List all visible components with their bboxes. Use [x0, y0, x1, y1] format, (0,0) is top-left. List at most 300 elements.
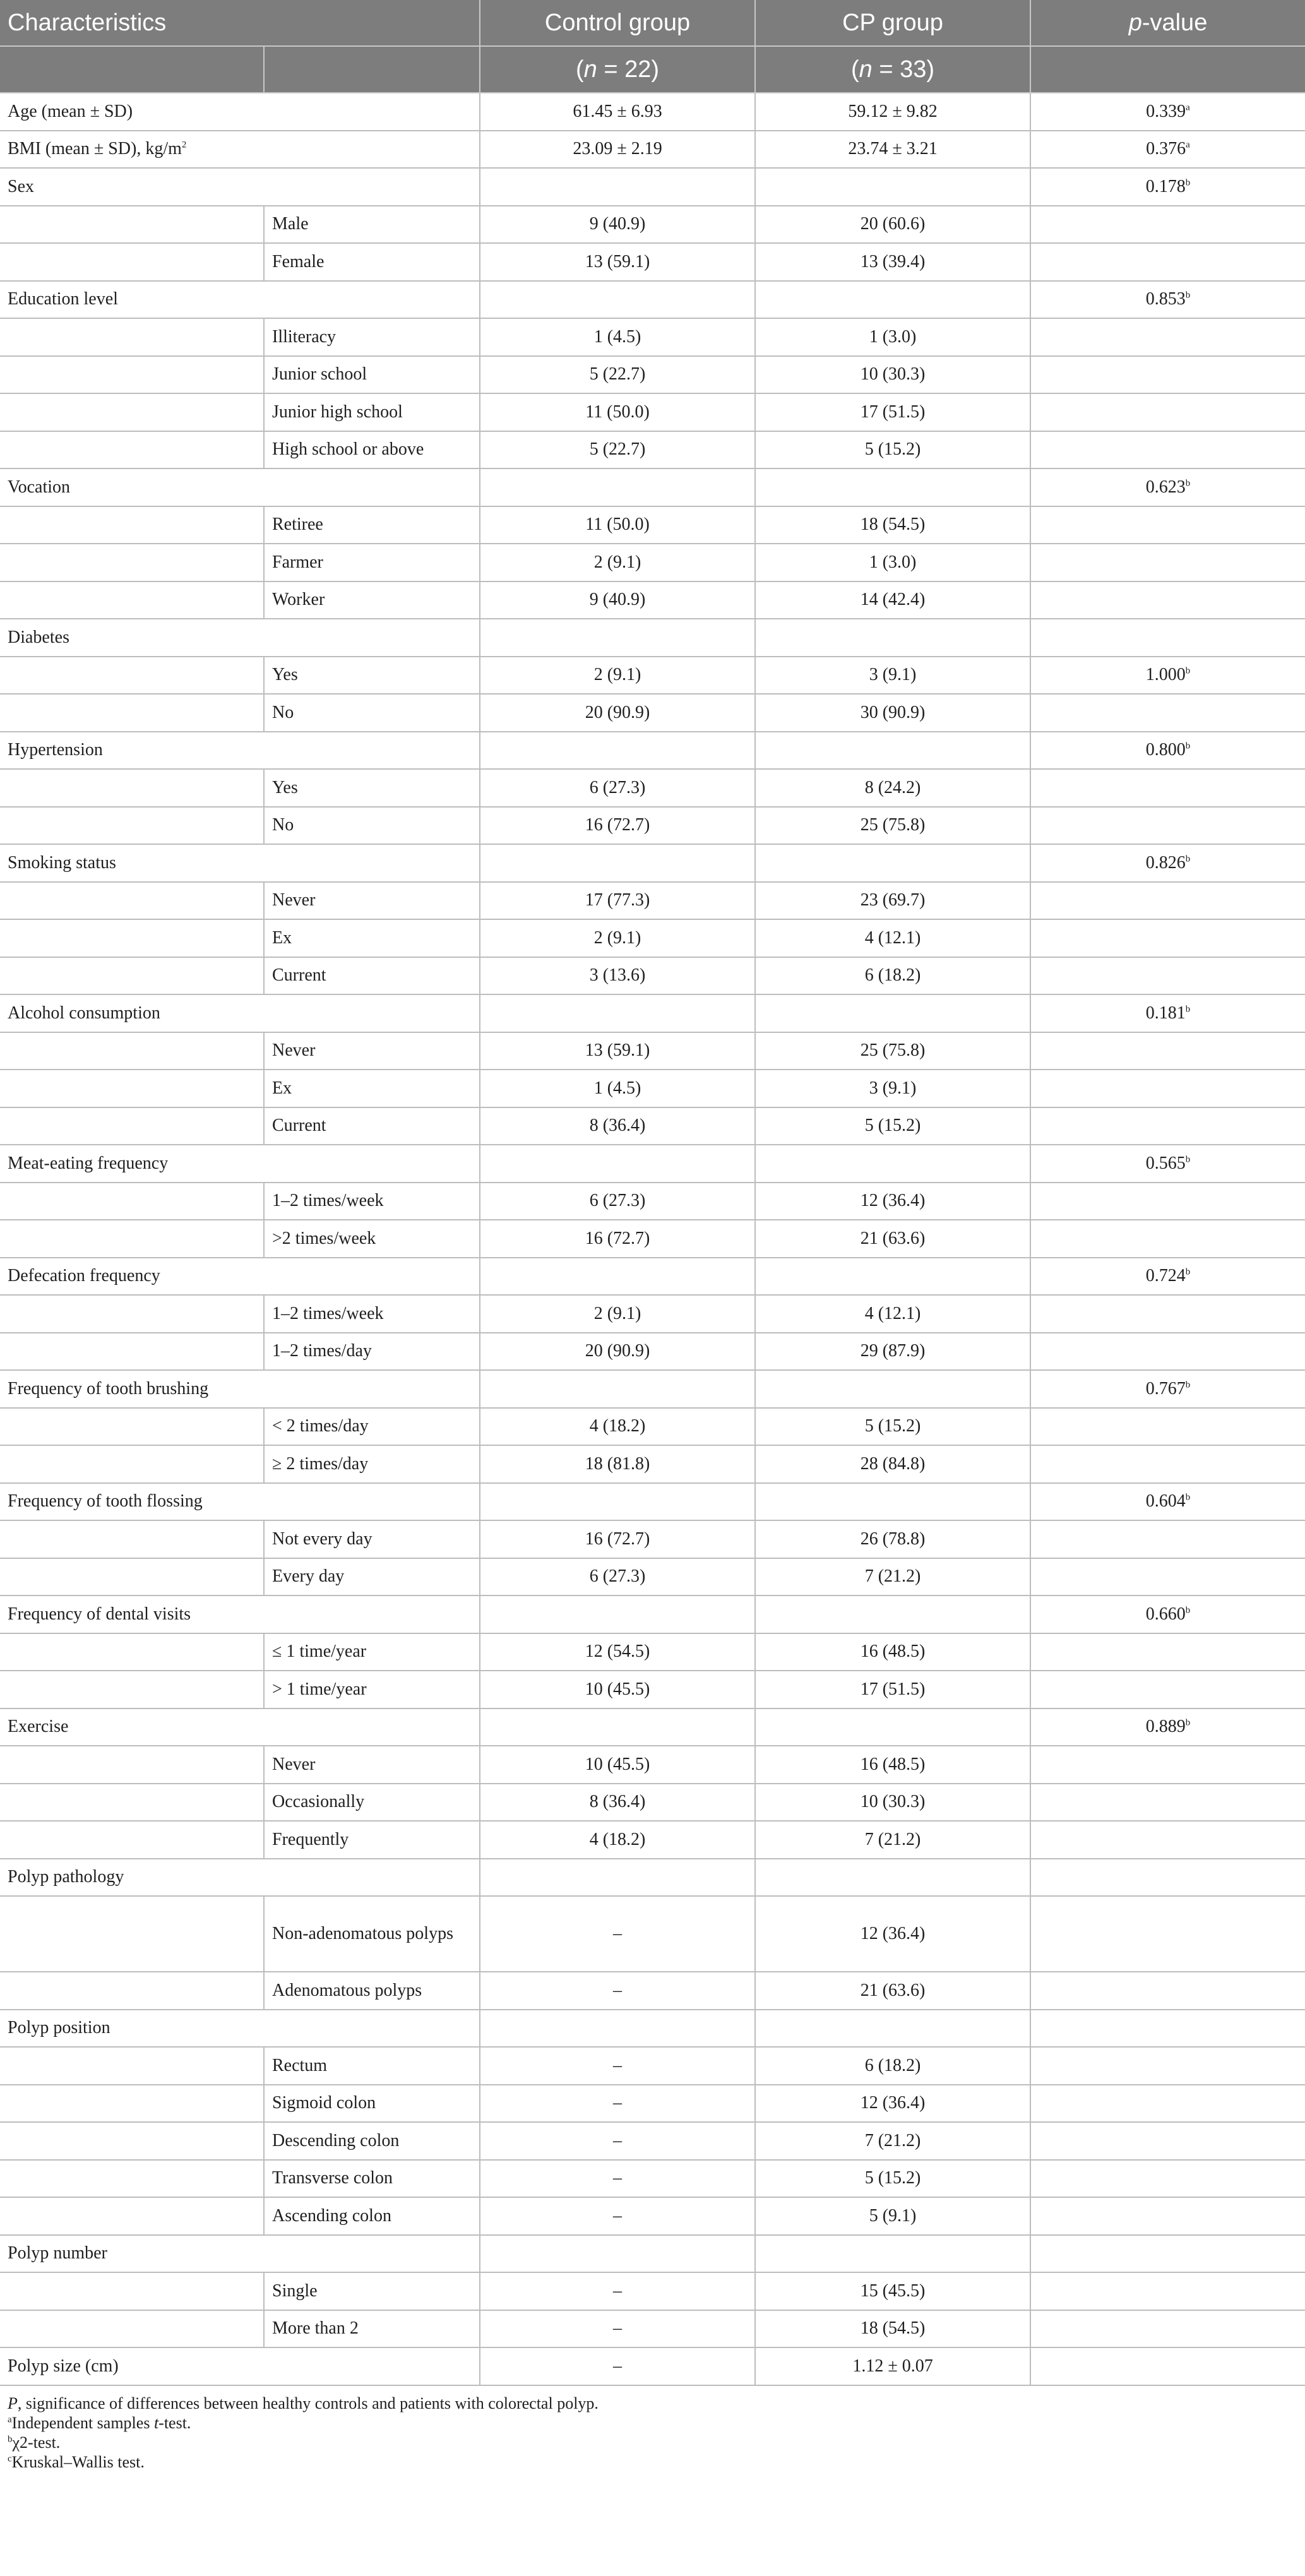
subcategory-label: Sigmoid colon	[264, 2085, 480, 2123]
control-value: –	[480, 1972, 755, 2010]
control-value	[480, 1483, 755, 1521]
subcategory-label: High school or above	[264, 431, 480, 469]
subcategory-label: Adenomatous polyps	[264, 1972, 480, 2010]
p-value-marker: b	[1185, 1492, 1191, 1503]
cp-value	[755, 1258, 1030, 1296]
blank-cell	[0, 1107, 264, 1145]
subcategory-label: 1–2 times/week	[264, 1295, 480, 1333]
control-value: 6 (27.3)	[480, 769, 755, 807]
characteristic-label	[0, 2010, 480, 2048]
cp-value: 5 (15.2)	[755, 1107, 1030, 1145]
p-value	[1030, 1183, 1305, 1220]
control-value	[480, 994, 755, 1032]
n-cp-value: = 33)	[872, 56, 935, 83]
table-row	[0, 243, 1305, 281]
control-value: 10 (45.5)	[480, 1671, 755, 1708]
p-value-text: 0.376	[1146, 139, 1186, 159]
subcategory-label: Illiteracy	[264, 318, 480, 356]
footnote-p	[8, 2394, 599, 2413]
blank-cell	[0, 1070, 264, 1107]
characteristic-text: Smoking status	[8, 852, 116, 873]
footnote-a-italic: t	[153, 2414, 159, 2432]
table-row	[0, 2160, 1305, 2198]
p-value-marker: b	[1185, 854, 1191, 864]
header-blank-1	[0, 46, 264, 93]
header-cp-group: CP group	[755, 0, 1030, 46]
control-value: 2 (9.1)	[480, 657, 755, 695]
subcategory-label: Male	[264, 206, 480, 244]
table-row	[0, 1183, 1305, 1220]
characteristic-label	[0, 93, 480, 131]
blank-cell	[0, 1220, 264, 1258]
characteristic-label	[0, 468, 480, 506]
subcategory-label: Not every day	[264, 1520, 480, 1558]
p-value-text: 0.339	[1146, 101, 1186, 121]
table-row	[0, 1633, 1305, 1671]
subcategory-label: Frequently	[264, 1821, 480, 1859]
p-value	[1030, 2010, 1305, 2048]
control-value	[480, 2235, 755, 2273]
characteristic-label	[0, 1370, 480, 1408]
p-value-text: 0.767	[1145, 1378, 1186, 1398]
control-value: 9 (40.9)	[480, 206, 755, 244]
characteristic-text: Polyp pathology	[8, 1867, 124, 1887]
table-row	[0, 2235, 1305, 2273]
characteristic-text: Defecation frequency	[8, 1266, 160, 1286]
cp-value: 20 (60.6)	[755, 206, 1030, 244]
control-value: 23.09 ± 2.19	[480, 131, 755, 169]
subcategory-label: Ex	[264, 919, 480, 957]
table-row	[0, 1520, 1305, 1558]
p-value	[1030, 243, 1305, 281]
p-value-marker: a	[1186, 102, 1190, 113]
blank-cell	[0, 1972, 264, 2010]
cp-value	[755, 1483, 1030, 1521]
footnote-a-text: Independent samples	[11, 2414, 154, 2432]
control-value	[480, 2010, 755, 2048]
control-value: 18 (81.8)	[480, 1445, 755, 1483]
cp-value: 23.74 ± 3.21	[755, 131, 1030, 169]
p-value	[1030, 318, 1305, 356]
blank-cell	[0, 1784, 264, 1822]
cp-value	[755, 168, 1030, 206]
control-value	[480, 732, 755, 770]
control-value: 16 (72.7)	[480, 1520, 755, 1558]
blank-cell	[0, 1821, 264, 1859]
control-value: 6 (27.3)	[480, 1183, 755, 1220]
p-value-marker: b	[1185, 1004, 1191, 1015]
table-row	[0, 1896, 1305, 1972]
footnote-p-italic: P	[8, 2394, 18, 2412]
subcategory-label: Retiree	[264, 506, 480, 544]
header-p-value	[1030, 0, 1305, 46]
p-value	[1030, 2272, 1305, 2310]
blank-cell	[0, 506, 264, 544]
blank-cell	[0, 544, 264, 581]
p-value-marker: b	[1185, 478, 1191, 489]
characteristic-label	[0, 2347, 480, 2385]
control-value: 17 (77.3)	[480, 882, 755, 920]
cp-value: 7 (21.2)	[755, 1821, 1030, 1859]
p-value-marker: b	[1185, 290, 1191, 301]
table-row	[0, 168, 1305, 206]
control-value	[480, 844, 755, 882]
characteristic-text: Polyp size (cm)	[8, 2356, 119, 2376]
blank-cell	[0, 957, 264, 995]
table-row	[0, 619, 1305, 657]
cp-value: 1.12 ± 0.07	[755, 2347, 1030, 2385]
paren: (	[576, 56, 584, 83]
p-value	[1030, 1558, 1305, 1596]
p-value	[1030, 93, 1305, 131]
cp-value: 3 (9.1)	[755, 657, 1030, 695]
cp-value: 4 (12.1)	[755, 1295, 1030, 1333]
control-value	[480, 1258, 755, 1296]
cp-value	[755, 2235, 1030, 2273]
cp-value	[755, 2010, 1030, 2048]
p-value	[1030, 206, 1305, 244]
p-value-text: 0.565	[1145, 1153, 1186, 1173]
characteristic-text: Polyp number	[8, 2243, 107, 2263]
p-value-marker: b	[1185, 665, 1191, 676]
subcategory-label: 1–2 times/week	[264, 1183, 480, 1220]
blank-cell	[0, 2197, 264, 2235]
blank-cell	[0, 657, 264, 695]
p-value	[1030, 1520, 1305, 1558]
cp-value: 18 (54.5)	[755, 506, 1030, 544]
control-value: 2 (9.1)	[480, 919, 755, 957]
header-control-group: Control group	[480, 0, 755, 46]
control-value: 16 (72.7)	[480, 807, 755, 845]
p-value	[1030, 1595, 1305, 1633]
cp-value: 7 (21.2)	[755, 1558, 1030, 1596]
subcategory-label: Occasionally	[264, 1784, 480, 1822]
blank-cell	[0, 919, 264, 957]
control-value	[480, 619, 755, 657]
p-value-text: 0.178	[1145, 176, 1186, 196]
cp-value: 5 (9.1)	[755, 2197, 1030, 2235]
table-row	[0, 1145, 1305, 1183]
cp-value: 8 (24.2)	[755, 769, 1030, 807]
table-row	[0, 694, 1305, 732]
cp-value: 25 (75.8)	[755, 1032, 1030, 1070]
cp-value	[755, 732, 1030, 770]
cp-value: 17 (51.5)	[755, 393, 1030, 431]
table-row	[0, 1370, 1305, 1408]
subcategory-label: Rectum	[264, 2047, 480, 2085]
p-value	[1030, 919, 1305, 957]
control-value: –	[480, 2197, 755, 2235]
footnote-a-marker: a	[8, 2414, 12, 2425]
control-value: 61.45 ± 6.93	[480, 93, 755, 131]
control-value: –	[480, 2272, 755, 2310]
table-row	[0, 2085, 1305, 2123]
blank-cell	[0, 2122, 264, 2160]
control-value: 13 (59.1)	[480, 1032, 755, 1070]
table-row	[0, 2272, 1305, 2310]
characteristic-text: BMI (mean ± SD), kg/m	[8, 139, 182, 159]
blank-cell	[0, 1520, 264, 1558]
p-value	[1030, 2085, 1305, 2123]
subcategory-label: Ex	[264, 1070, 480, 1107]
table-row	[0, 1746, 1305, 1784]
table-row	[0, 356, 1305, 394]
cp-value	[755, 619, 1030, 657]
table-row	[0, 1671, 1305, 1708]
cp-value: 29 (87.9)	[755, 1333, 1030, 1371]
p-value	[1030, 131, 1305, 169]
cp-value: 16 (48.5)	[755, 1746, 1030, 1784]
cp-value	[755, 844, 1030, 882]
p-value	[1030, 1070, 1305, 1107]
blank-cell	[0, 2085, 264, 2123]
control-value: –	[480, 2347, 755, 2385]
subcategory-label: >2 times/week	[264, 1220, 480, 1258]
p-value	[1030, 1821, 1305, 1859]
subcategory-label: Current	[264, 957, 480, 995]
cp-value: 5 (15.2)	[755, 2160, 1030, 2198]
control-value: 4 (18.2)	[480, 1821, 755, 1859]
p-value-text: 0.800	[1145, 740, 1186, 760]
p-value	[1030, 807, 1305, 845]
table-row	[0, 1821, 1305, 1859]
p-value-marker: a	[1186, 140, 1190, 150]
table-row	[0, 2122, 1305, 2160]
cp-value: 6 (18.2)	[755, 957, 1030, 995]
control-value: 2 (9.1)	[480, 1295, 755, 1333]
table-row	[0, 1972, 1305, 2010]
p-value-text: 0.660	[1145, 1604, 1186, 1624]
subcategory-label: Yes	[264, 769, 480, 807]
p-value	[1030, 1708, 1305, 1746]
table-row	[0, 581, 1305, 619]
cp-value: 21 (63.6)	[755, 1972, 1030, 2010]
p-value	[1030, 281, 1305, 319]
control-value	[480, 1370, 755, 1408]
cp-value	[755, 468, 1030, 506]
p-value-marker: b	[1185, 741, 1191, 751]
table-body	[0, 93, 1305, 2385]
cp-value: 25 (75.8)	[755, 807, 1030, 845]
blank-cell	[0, 581, 264, 619]
control-value: –	[480, 2047, 755, 2085]
table-row	[0, 1258, 1305, 1296]
p-value	[1030, 2122, 1305, 2160]
subcategory-label: < 2 times/day	[264, 1408, 480, 1446]
blank-cell	[0, 2047, 264, 2085]
p-value	[1030, 694, 1305, 732]
cp-value: 5 (15.2)	[755, 431, 1030, 469]
characteristic-text: Hypertension	[8, 740, 103, 760]
blank-cell	[0, 807, 264, 845]
table-row	[0, 2010, 1305, 2048]
p-value	[1030, 1107, 1305, 1145]
table-row	[0, 657, 1305, 695]
p-value	[1030, 468, 1305, 506]
table-row	[0, 393, 1305, 431]
characteristic-text: Frequency of tooth brushing	[8, 1378, 209, 1398]
control-value: 1 (4.5)	[480, 318, 755, 356]
characteristic-text: Meat-eating frequency	[8, 1153, 169, 1173]
characteristic-text: Sex	[8, 176, 34, 196]
header-n-row	[0, 46, 1305, 93]
characteristic-text: Alcohol consumption	[8, 1003, 160, 1023]
table-row	[0, 844, 1305, 882]
blank-cell	[0, 356, 264, 394]
cp-value	[755, 1145, 1030, 1183]
p-value-text: 0.889	[1145, 1717, 1186, 1737]
control-value: 9 (40.9)	[480, 581, 755, 619]
p-value	[1030, 168, 1305, 206]
cp-value: 13 (39.4)	[755, 243, 1030, 281]
subcategory-label: No	[264, 807, 480, 845]
control-value: 12 (54.5)	[480, 1633, 755, 1671]
footnote-b-text: χ2-test.	[12, 2433, 61, 2452]
table-row	[0, 1708, 1305, 1746]
p-value-marker: b	[1185, 1380, 1191, 1390]
blank-cell	[0, 2160, 264, 2198]
subcategory-label: ≥ 2 times/day	[264, 1445, 480, 1483]
p-value	[1030, 1483, 1305, 1521]
p-value	[1030, 882, 1305, 920]
table-row	[0, 957, 1305, 995]
cp-value: 15 (45.5)	[755, 2272, 1030, 2310]
subcategory-label: More than 2	[264, 2310, 480, 2348]
table-row	[0, 1408, 1305, 1446]
p-value-marker: b	[1185, 1717, 1191, 1728]
subcategory-label: Junior high school	[264, 393, 480, 431]
p-value	[1030, 2235, 1305, 2273]
control-value: –	[480, 2085, 755, 2123]
p-value-marker: b	[1185, 1154, 1191, 1165]
p-value	[1030, 581, 1305, 619]
control-value	[480, 1859, 755, 1897]
p-value-text: 0.826	[1145, 852, 1186, 873]
control-value: 5 (22.7)	[480, 356, 755, 394]
p-value-text: 0.181	[1145, 1003, 1186, 1023]
cp-value: 3 (9.1)	[755, 1070, 1030, 1107]
p-value	[1030, 1333, 1305, 1371]
p-value	[1030, 1896, 1305, 1972]
p-value	[1030, 2310, 1305, 2348]
subcategory-label: Farmer	[264, 544, 480, 581]
cp-value: 12 (36.4)	[755, 1183, 1030, 1220]
p-value-marker: b	[1185, 177, 1191, 188]
p-value	[1030, 1295, 1305, 1333]
cp-value: 10 (30.3)	[755, 356, 1030, 394]
p-value-text: 0.623	[1145, 477, 1186, 497]
table-row	[0, 769, 1305, 807]
subcategory-label: Transverse colon	[264, 2160, 480, 2198]
characteristic-label	[0, 732, 480, 770]
p-value-text: 0.853	[1145, 289, 1186, 309]
p-value	[1030, 1370, 1305, 1408]
characteristic-text: Polyp position	[8, 2018, 110, 2038]
characteristic-text: Frequency of dental visits	[8, 1604, 191, 1624]
blank-cell	[0, 1032, 264, 1070]
footnote-p-text: , significance of differences between healthy controls and patients with colorectal polyp.	[17, 2394, 599, 2412]
characteristic-label	[0, 281, 480, 319]
cp-value	[755, 1595, 1030, 1633]
blank-cell	[0, 1183, 264, 1220]
subcategory-label: Yes	[264, 657, 480, 695]
p-value-text: 1.000	[1145, 665, 1186, 685]
characteristic-label	[0, 1258, 480, 1296]
cp-value	[755, 281, 1030, 319]
subcategory-label: Descending colon	[264, 2122, 480, 2160]
table-row	[0, 506, 1305, 544]
p-value	[1030, 1445, 1305, 1483]
header-row	[0, 0, 1305, 46]
cp-value	[755, 1370, 1030, 1408]
p-value	[1030, 1784, 1305, 1822]
control-value: 6 (27.3)	[480, 1558, 755, 1596]
blank-cell	[0, 2272, 264, 2310]
cp-value: 12 (36.4)	[755, 1896, 1030, 1972]
control-value	[480, 281, 755, 319]
subcategory-label: Junior school	[264, 356, 480, 394]
table-row	[0, 807, 1305, 845]
table-row	[0, 1070, 1305, 1107]
p-value	[1030, 619, 1305, 657]
control-value: 20 (90.9)	[480, 694, 755, 732]
table-row	[0, 1784, 1305, 1822]
table-row	[0, 882, 1305, 920]
cp-value: 1 (3.0)	[755, 544, 1030, 581]
blank-cell	[0, 1295, 264, 1333]
table-row	[0, 919, 1305, 957]
p-value	[1030, 1220, 1305, 1258]
cp-value: 5 (15.2)	[755, 1408, 1030, 1446]
p-value	[1030, 506, 1305, 544]
cp-value: 12 (36.4)	[755, 2085, 1030, 2123]
characteristic-text: Frequency of tooth flossing	[8, 1491, 203, 1512]
p-value	[1030, 431, 1305, 469]
characteristic-label	[0, 1859, 480, 1897]
characteristic-text: Age (mean ± SD)	[8, 101, 133, 121]
subcategory-label: ≤ 1 time/year	[264, 1633, 480, 1671]
control-value: 2 (9.1)	[480, 544, 755, 581]
footnote-c	[8, 2452, 145, 2472]
blank-cell	[0, 1896, 264, 1972]
blank-cell	[0, 2310, 264, 2348]
p-value-text: 0.604	[1145, 1491, 1186, 1512]
p-value	[1030, 2347, 1305, 2385]
subcategory-label: Current	[264, 1107, 480, 1145]
cp-value: 10 (30.3)	[755, 1784, 1030, 1822]
subcategory-label: Never	[264, 1746, 480, 1784]
p-value	[1030, 2047, 1305, 2085]
blank-cell	[0, 694, 264, 732]
table-row	[0, 1595, 1305, 1633]
p-value	[1030, 1032, 1305, 1070]
blank-cell	[0, 1445, 264, 1483]
subcategory-label: Never	[264, 1032, 480, 1070]
table-header	[0, 0, 1305, 93]
subcategory-label: Female	[264, 243, 480, 281]
header-blank-3	[1030, 46, 1305, 93]
n-italic: n	[583, 56, 597, 83]
p-value	[1030, 1145, 1305, 1183]
p-value	[1030, 1671, 1305, 1708]
table-row	[0, 2347, 1305, 2385]
header-p-italic: p	[1128, 9, 1142, 36]
paren: (	[851, 56, 859, 83]
p-value-marker: b	[1185, 1605, 1191, 1616]
p-value	[1030, 1258, 1305, 1296]
table-row	[0, 281, 1305, 319]
control-value	[480, 168, 755, 206]
